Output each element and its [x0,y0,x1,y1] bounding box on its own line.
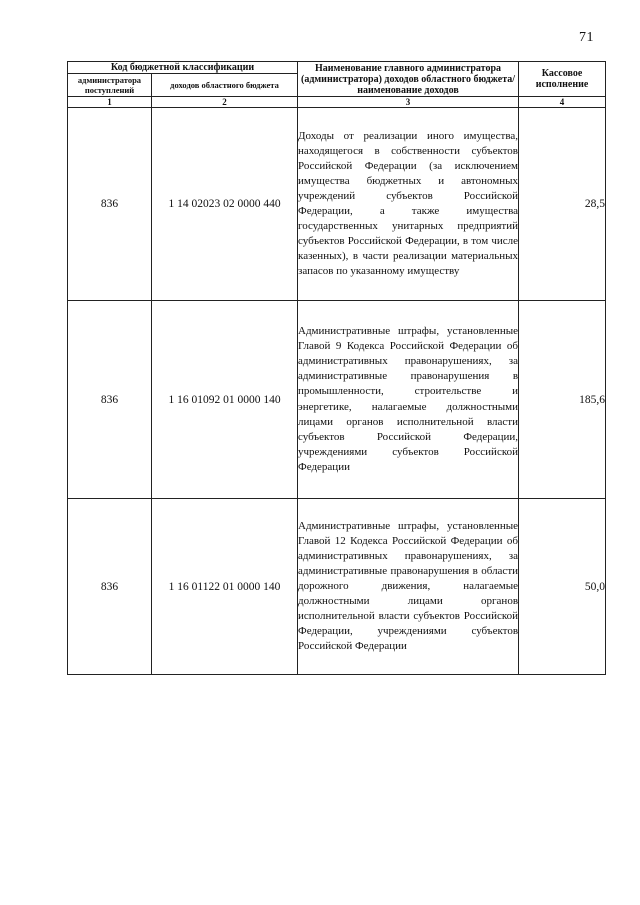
header-classification-code: Код бюджетной классификации [68,62,298,74]
cash-amount: 28,5 [519,108,606,301]
income-code: 1 16 01122 01 0000 140 [152,499,298,675]
income-code: 1 14 02023 02 0000 440 [152,108,298,301]
header-cash-execution: Кассовое исполнение [519,62,606,97]
income-code: 1 16 01092 01 0000 140 [152,301,298,499]
table-row [68,499,606,675]
cash-amount: 50,0 [519,499,606,675]
income-description: Доходы от реализации иного имущества, находящегося в собственности субъектов Российской Федерации (за исключением имущества бюджетных и автономных учреждений субъектов Российской Федерации, а также имущества государственных унитарных предприятий субъектов Российской Федерации, в том числе казенных), в части реализации материальных запасов по указанному имуществу [298,108,519,301]
header-row [68,62,606,74]
income-description: Административные штрафы, установленные Главой 9 Кодекса Российской Федерации об административных правонарушениях, за административные правонарушения в промышленности, строительстве и энергетике, налагаемые должностными лицами органов исполнительной власти субъектов Российской Федерации, учреждениями субъектов Российской Федерации [298,301,519,499]
column-number: 2 [152,97,298,108]
admin-code: 836 [68,301,152,499]
header-income-code: доходов областного бюджета [152,74,298,97]
admin-code: 836 [68,499,152,675]
admin-code: 836 [68,108,152,301]
column-number: 3 [298,97,519,108]
page-number: 71 [579,30,594,45]
cash-amount: 185,6 [519,301,606,499]
income-description: Административные штрафы, установленные Главой 12 Кодекса Российской Федерации об административных правонарушениях, за административные правонарушения в области дорожного движения, налагаемые должностными лицами органов исполнительной власти субъектов Российской Федерации, учреждениями субъектов Российской Федерации [298,499,519,675]
header-name: Наименование главного администратора (администратора) доходов областного бюджета/ наименование доходов [298,62,519,97]
budget-table [67,61,606,675]
column-number: 1 [68,97,152,108]
column-number: 4 [519,97,606,108]
header-admin: администратора поступлений [68,74,152,97]
table-row [68,301,606,499]
column-number-row [68,97,606,108]
table-row [68,108,606,301]
